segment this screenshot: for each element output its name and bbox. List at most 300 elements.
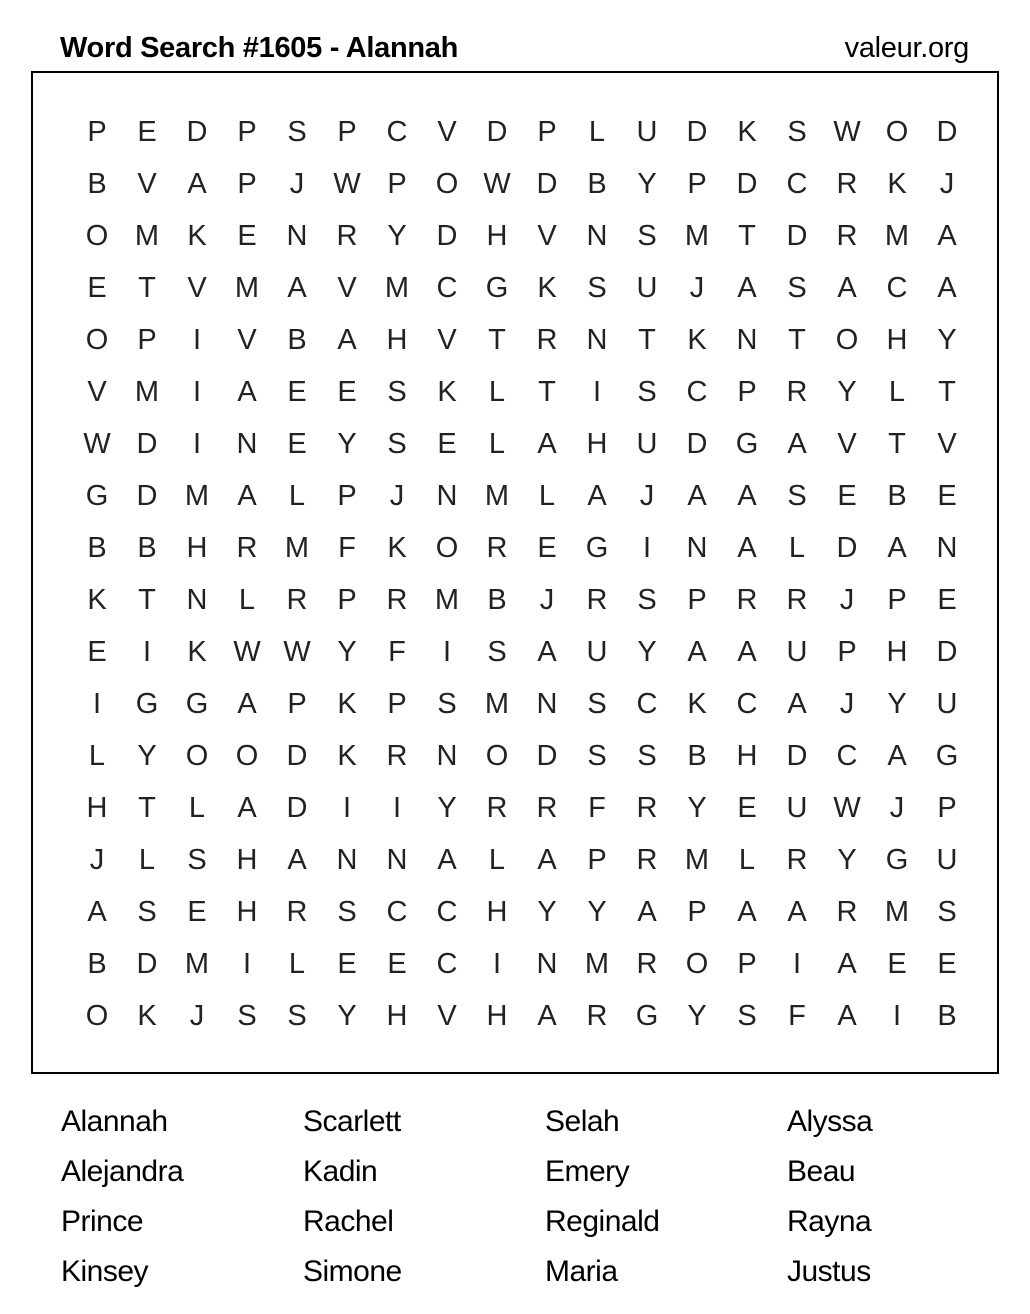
grid-letter[interactable]: D bbox=[186, 115, 208, 148]
grid-letter[interactable]: E bbox=[937, 947, 957, 980]
grid-letter[interactable]: C bbox=[686, 375, 708, 408]
grid-letter[interactable]: N bbox=[186, 583, 208, 616]
grid-letter[interactable]: J bbox=[889, 791, 905, 824]
grid-letter[interactable]: R bbox=[786, 843, 808, 876]
grid-letter[interactable]: K bbox=[687, 687, 707, 720]
grid-letter[interactable]: S bbox=[587, 687, 607, 720]
grid-letter[interactable]: S bbox=[937, 895, 957, 928]
grid-letter[interactable]: P bbox=[587, 843, 607, 876]
grid-letter[interactable]: J bbox=[939, 167, 955, 200]
grid-letter[interactable]: P bbox=[87, 115, 107, 148]
grid-letter[interactable]: N bbox=[936, 531, 958, 564]
grid-letter[interactable]: V bbox=[137, 167, 157, 200]
grid-letter[interactable]: I bbox=[192, 427, 202, 460]
grid-letter[interactable]: G bbox=[635, 999, 659, 1032]
grid-letter[interactable]: K bbox=[737, 115, 757, 148]
grid-letter[interactable]: C bbox=[436, 271, 458, 304]
grid-letter[interactable]: L bbox=[588, 115, 606, 148]
grid-letter[interactable]: G bbox=[135, 687, 159, 720]
grid-letter[interactable]: R bbox=[286, 895, 308, 928]
grid-letter[interactable]: A bbox=[237, 375, 257, 408]
grid-letter[interactable]: M bbox=[284, 531, 310, 564]
grid-letter[interactable]: T bbox=[488, 323, 506, 356]
grid-letter[interactable]: O bbox=[85, 999, 109, 1032]
grid-letter[interactable]: V bbox=[237, 323, 257, 356]
grid-letter[interactable]: E bbox=[287, 375, 307, 408]
grid-letter[interactable]: O bbox=[85, 323, 109, 356]
grid-letter[interactable]: H bbox=[886, 635, 908, 668]
grid-letter[interactable]: O bbox=[485, 739, 509, 772]
grid-letter[interactable]: C bbox=[386, 115, 408, 148]
grid-letter[interactable]: C bbox=[636, 687, 658, 720]
grid-letter[interactable]: A bbox=[237, 479, 257, 512]
grid-letter[interactable]: R bbox=[386, 739, 408, 772]
grid-letter[interactable]: L bbox=[738, 843, 756, 876]
grid-letter[interactable]: M bbox=[484, 479, 510, 512]
grid-letter[interactable]: S bbox=[337, 895, 357, 928]
grid-letter[interactable]: I bbox=[242, 947, 252, 980]
grid-letter[interactable]: H bbox=[736, 739, 758, 772]
grid-letter[interactable]: M bbox=[134, 375, 160, 408]
grid-letter[interactable]: H bbox=[386, 999, 408, 1032]
grid-letter[interactable]: S bbox=[387, 427, 407, 460]
grid-letter[interactable]: V bbox=[537, 219, 557, 252]
grid-letter[interactable]: K bbox=[87, 583, 107, 616]
grid-letter[interactable]: K bbox=[137, 999, 157, 1032]
grid-letter[interactable]: W bbox=[83, 427, 111, 460]
grid-letter[interactable]: J bbox=[689, 271, 705, 304]
grid-letter[interactable]: D bbox=[486, 115, 508, 148]
grid-letter[interactable]: A bbox=[587, 479, 607, 512]
grid-letter[interactable]: O bbox=[685, 947, 709, 980]
grid-letter[interactable]: R bbox=[736, 583, 758, 616]
grid-letter[interactable]: C bbox=[836, 739, 858, 772]
grid-letter[interactable]: H bbox=[386, 323, 408, 356]
grid-letter[interactable]: R bbox=[336, 219, 358, 252]
grid-letter[interactable]: A bbox=[837, 271, 857, 304]
grid-letter[interactable]: F bbox=[338, 531, 356, 564]
grid-letter[interactable]: V bbox=[937, 427, 957, 460]
grid-letter[interactable]: O bbox=[185, 739, 209, 772]
grid-letter[interactable]: N bbox=[386, 843, 408, 876]
grid-letter[interactable]: M bbox=[134, 219, 160, 252]
grid-letter[interactable]: D bbox=[686, 427, 708, 460]
grid-letter[interactable]: R bbox=[636, 843, 658, 876]
grid-letter[interactable]: E bbox=[337, 375, 357, 408]
grid-letter[interactable]: C bbox=[786, 167, 808, 200]
grid-letter[interactable]: P bbox=[337, 479, 357, 512]
grid-letter[interactable]: N bbox=[736, 323, 758, 356]
grid-letter[interactable]: S bbox=[637, 219, 657, 252]
grid-letter[interactable]: S bbox=[437, 687, 457, 720]
grid-letter[interactable]: P bbox=[537, 115, 557, 148]
grid-letter[interactable]: A bbox=[187, 167, 207, 200]
grid-letter[interactable]: W bbox=[283, 635, 311, 668]
grid-letter[interactable]: R bbox=[586, 999, 608, 1032]
grid-letter[interactable]: K bbox=[337, 739, 357, 772]
grid-letter[interactable]: K bbox=[687, 323, 707, 356]
grid-letter[interactable]: U bbox=[786, 791, 808, 824]
grid-letter[interactable]: M bbox=[884, 219, 910, 252]
grid-letter[interactable]: R bbox=[786, 375, 808, 408]
grid-letter[interactable]: S bbox=[587, 271, 607, 304]
grid-letter[interactable]: D bbox=[136, 427, 158, 460]
grid-letter[interactable]: L bbox=[488, 843, 506, 876]
grid-letter[interactable]: R bbox=[636, 947, 658, 980]
grid-letter[interactable]: R bbox=[836, 167, 858, 200]
grid-letter[interactable]: E bbox=[437, 427, 457, 460]
grid-letter[interactable]: S bbox=[287, 115, 307, 148]
grid-letter[interactable]: E bbox=[187, 895, 207, 928]
grid-letter[interactable]: N bbox=[536, 947, 558, 980]
grid-letter[interactable]: L bbox=[188, 791, 206, 824]
grid-letter[interactable]: A bbox=[287, 271, 307, 304]
grid-letter[interactable]: T bbox=[738, 219, 756, 252]
grid-letter[interactable]: N bbox=[436, 479, 458, 512]
grid-letter[interactable]: L bbox=[238, 583, 256, 616]
grid-letter[interactable]: W bbox=[333, 167, 361, 200]
grid-letter[interactable]: K bbox=[337, 687, 357, 720]
grid-letter[interactable]: K bbox=[187, 635, 207, 668]
grid-letter[interactable]: N bbox=[236, 427, 258, 460]
grid-letter[interactable]: A bbox=[537, 635, 557, 668]
grid-letter[interactable]: U bbox=[636, 271, 658, 304]
grid-letter[interactable]: T bbox=[138, 791, 156, 824]
grid-letter[interactable]: M bbox=[184, 947, 210, 980]
grid-letter[interactable]: R bbox=[536, 323, 558, 356]
grid-letter[interactable]: P bbox=[337, 115, 357, 148]
grid-letter[interactable]: N bbox=[586, 323, 608, 356]
grid-letter[interactable]: P bbox=[687, 583, 707, 616]
grid-letter[interactable]: T bbox=[938, 375, 956, 408]
grid-letter[interactable]: L bbox=[288, 479, 306, 512]
grid-letter[interactable]: E bbox=[87, 271, 107, 304]
grid-letter[interactable]: N bbox=[436, 739, 458, 772]
grid-letter[interactable]: R bbox=[586, 583, 608, 616]
grid-letter[interactable]: K bbox=[387, 531, 407, 564]
grid-letter[interactable]: U bbox=[936, 687, 958, 720]
grid-letter[interactable]: I bbox=[792, 947, 802, 980]
grid-letter[interactable]: K bbox=[187, 219, 207, 252]
grid-letter[interactable]: A bbox=[337, 323, 357, 356]
grid-letter[interactable]: T bbox=[788, 323, 806, 356]
grid-letter[interactable]: S bbox=[237, 999, 257, 1032]
grid-letter[interactable]: F bbox=[388, 635, 406, 668]
grid-letter[interactable]: D bbox=[536, 167, 558, 200]
grid-letter[interactable]: R bbox=[786, 583, 808, 616]
grid-letter[interactable]: R bbox=[836, 895, 858, 928]
grid-letter[interactable]: N bbox=[286, 219, 308, 252]
grid-letter[interactable]: A bbox=[237, 687, 257, 720]
grid-letter[interactable]: I bbox=[592, 375, 602, 408]
grid-letter[interactable]: Y bbox=[337, 427, 357, 460]
grid-letter[interactable]: P bbox=[337, 583, 357, 616]
grid-letter[interactable]: A bbox=[787, 427, 807, 460]
grid-letter[interactable]: P bbox=[387, 167, 407, 200]
grid-letter[interactable]: C bbox=[436, 947, 458, 980]
grid-letter[interactable]: M bbox=[184, 479, 210, 512]
grid-letter[interactable]: J bbox=[839, 583, 855, 616]
grid-letter[interactable]: D bbox=[136, 947, 158, 980]
grid-letter[interactable]: J bbox=[289, 167, 305, 200]
grid-letter[interactable]: Y bbox=[687, 999, 707, 1032]
grid-letter[interactable]: E bbox=[337, 947, 357, 980]
grid-letter[interactable]: E bbox=[287, 427, 307, 460]
grid-letter[interactable]: M bbox=[584, 947, 610, 980]
grid-letter[interactable]: J bbox=[389, 479, 405, 512]
grid-letter[interactable]: A bbox=[687, 479, 707, 512]
grid-letter[interactable]: A bbox=[737, 635, 757, 668]
grid-letter[interactable]: O bbox=[885, 115, 909, 148]
grid-letter[interactable]: I bbox=[142, 635, 152, 668]
grid-letter[interactable]: L bbox=[288, 947, 306, 980]
grid-letter[interactable]: E bbox=[887, 947, 907, 980]
grid-letter[interactable]: V bbox=[437, 323, 457, 356]
grid-letter[interactable]: A bbox=[887, 531, 907, 564]
grid-letter[interactable]: P bbox=[237, 167, 257, 200]
grid-letter[interactable]: P bbox=[737, 947, 757, 980]
grid-letter[interactable]: A bbox=[737, 271, 757, 304]
grid-letter[interactable]: B bbox=[87, 531, 107, 564]
grid-letter[interactable]: W bbox=[483, 167, 511, 200]
grid-letter[interactable]: S bbox=[137, 895, 157, 928]
grid-letter[interactable]: P bbox=[837, 635, 857, 668]
grid-letter[interactable]: A bbox=[737, 895, 757, 928]
grid-letter[interactable]: I bbox=[892, 999, 902, 1032]
grid-letter[interactable]: O bbox=[435, 531, 459, 564]
grid-letter[interactable]: Y bbox=[637, 167, 657, 200]
grid-letter[interactable]: Y bbox=[537, 895, 557, 928]
grid-letter[interactable]: H bbox=[586, 427, 608, 460]
grid-letter[interactable]: Y bbox=[137, 739, 157, 772]
grid-letter[interactable]: T bbox=[538, 375, 556, 408]
grid-letter[interactable]: P bbox=[237, 115, 257, 148]
grid-letter[interactable]: H bbox=[236, 843, 258, 876]
grid-letter[interactable]: T bbox=[138, 271, 156, 304]
grid-letter[interactable]: I bbox=[642, 531, 652, 564]
grid-letter[interactable]: B bbox=[687, 739, 707, 772]
grid-letter[interactable]: E bbox=[837, 479, 857, 512]
grid-letter[interactable]: G bbox=[585, 531, 609, 564]
grid-letter[interactable]: J bbox=[89, 843, 105, 876]
grid-letter[interactable]: A bbox=[437, 843, 457, 876]
grid-letter[interactable]: V bbox=[837, 427, 857, 460]
grid-letter[interactable]: V bbox=[87, 375, 107, 408]
grid-letter[interactable]: L bbox=[888, 375, 906, 408]
grid-letter[interactable]: S bbox=[787, 271, 807, 304]
grid-letter[interactable]: E bbox=[537, 531, 557, 564]
grid-letter[interactable]: M bbox=[434, 583, 460, 616]
grid-letter[interactable]: H bbox=[236, 895, 258, 928]
grid-letter[interactable]: G bbox=[935, 739, 959, 772]
grid-letter[interactable]: K bbox=[537, 271, 557, 304]
grid-letter[interactable]: Y bbox=[337, 635, 357, 668]
grid-letter[interactable]: T bbox=[638, 323, 656, 356]
grid-letter[interactable]: Y bbox=[637, 635, 657, 668]
grid-letter[interactable]: Y bbox=[837, 375, 857, 408]
grid-letter[interactable]: M bbox=[884, 895, 910, 928]
grid-letter[interactable]: Y bbox=[387, 219, 407, 252]
grid-letter[interactable]: L bbox=[138, 843, 156, 876]
grid-letter[interactable]: N bbox=[536, 687, 558, 720]
grid-letter[interactable]: J bbox=[639, 479, 655, 512]
grid-letter[interactable]: U bbox=[936, 843, 958, 876]
grid-letter[interactable]: B bbox=[87, 947, 107, 980]
grid-letter[interactable]: G bbox=[85, 479, 109, 512]
grid-letter[interactable]: H bbox=[186, 531, 208, 564]
grid-letter[interactable]: D bbox=[836, 531, 858, 564]
grid-letter[interactable]: D bbox=[936, 115, 958, 148]
grid-letter[interactable]: A bbox=[787, 687, 807, 720]
grid-letter[interactable]: D bbox=[736, 167, 758, 200]
grid-letter[interactable]: V bbox=[187, 271, 207, 304]
grid-letter[interactable]: G bbox=[185, 687, 209, 720]
grid-letter[interactable]: G bbox=[885, 843, 909, 876]
grid-letter[interactable]: L bbox=[488, 375, 506, 408]
grid-letter[interactable]: L bbox=[488, 427, 506, 460]
grid-letter[interactable]: T bbox=[138, 583, 156, 616]
grid-letter[interactable]: D bbox=[136, 479, 158, 512]
grid-letter[interactable]: M bbox=[684, 219, 710, 252]
grid-letter[interactable]: I bbox=[392, 791, 402, 824]
grid-letter[interactable]: B bbox=[87, 167, 107, 200]
grid-letter[interactable]: E bbox=[387, 947, 407, 980]
grid-letter[interactable]: O bbox=[235, 739, 259, 772]
grid-letter[interactable]: R bbox=[386, 583, 408, 616]
grid-letter[interactable]: F bbox=[588, 791, 606, 824]
grid-letter[interactable]: L bbox=[788, 531, 806, 564]
grid-letter[interactable]: U bbox=[636, 427, 658, 460]
grid-letter[interactable]: G bbox=[485, 271, 509, 304]
grid-letter[interactable]: M bbox=[234, 271, 260, 304]
grid-letter[interactable]: B bbox=[587, 167, 607, 200]
grid-letter[interactable]: V bbox=[337, 271, 357, 304]
grid-letter[interactable]: I bbox=[492, 947, 502, 980]
grid-letter[interactable]: A bbox=[937, 271, 957, 304]
grid-letter[interactable]: E bbox=[137, 115, 157, 148]
grid-letter[interactable]: D bbox=[786, 219, 808, 252]
grid-letter[interactable]: M bbox=[384, 271, 410, 304]
grid-letter[interactable]: V bbox=[437, 115, 457, 148]
grid-letter[interactable]: U bbox=[636, 115, 658, 148]
grid-letter[interactable]: P bbox=[687, 895, 707, 928]
grid-letter[interactable]: R bbox=[286, 583, 308, 616]
grid-letter[interactable]: R bbox=[536, 791, 558, 824]
grid-letter[interactable]: E bbox=[937, 479, 957, 512]
grid-letter[interactable]: N bbox=[686, 531, 708, 564]
grid-letter[interactable]: O bbox=[435, 167, 459, 200]
grid-letter[interactable]: O bbox=[835, 323, 859, 356]
grid-letter[interactable]: C bbox=[886, 271, 908, 304]
grid-letter[interactable]: S bbox=[637, 375, 657, 408]
grid-letter[interactable]: P bbox=[687, 167, 707, 200]
grid-letter[interactable]: S bbox=[787, 479, 807, 512]
grid-letter[interactable]: S bbox=[637, 583, 657, 616]
grid-letter[interactable]: M bbox=[684, 843, 710, 876]
grid-letter[interactable]: S bbox=[787, 115, 807, 148]
grid-letter[interactable]: L bbox=[538, 479, 556, 512]
grid-letter[interactable]: C bbox=[436, 895, 458, 928]
grid-letter[interactable]: J bbox=[189, 999, 205, 1032]
grid-letter[interactable]: A bbox=[287, 843, 307, 876]
grid-letter[interactable]: W bbox=[833, 791, 861, 824]
grid-letter[interactable]: I bbox=[92, 687, 102, 720]
grid-letter[interactable]: D bbox=[286, 791, 308, 824]
grid-letter[interactable]: K bbox=[437, 375, 457, 408]
grid-letter[interactable]: H bbox=[886, 323, 908, 356]
grid-letter[interactable]: N bbox=[336, 843, 358, 876]
grid-letter[interactable]: A bbox=[537, 427, 557, 460]
grid-letter[interactable]: J bbox=[839, 687, 855, 720]
grid-letter[interactable]: I bbox=[342, 791, 352, 824]
grid-letter[interactable]: D bbox=[936, 635, 958, 668]
grid-letter[interactable]: A bbox=[937, 219, 957, 252]
grid-letter[interactable]: C bbox=[736, 687, 758, 720]
grid-letter[interactable]: S bbox=[187, 843, 207, 876]
grid-letter[interactable]: P bbox=[937, 791, 957, 824]
grid-letter[interactable]: B bbox=[137, 531, 157, 564]
grid-letter[interactable]: A bbox=[787, 895, 807, 928]
grid-letter[interactable]: R bbox=[836, 219, 858, 252]
grid-letter[interactable]: P bbox=[137, 323, 157, 356]
grid-letter[interactable]: T bbox=[888, 427, 906, 460]
grid-letter[interactable]: E bbox=[737, 791, 757, 824]
grid-letter[interactable]: B bbox=[937, 999, 957, 1032]
grid-letter[interactable]: Y bbox=[337, 999, 357, 1032]
grid-letter[interactable]: H bbox=[86, 791, 108, 824]
grid-letter[interactable]: Y bbox=[437, 791, 457, 824]
grid-letter[interactable]: A bbox=[837, 947, 857, 980]
grid-letter[interactable]: M bbox=[484, 687, 510, 720]
grid-letter[interactable]: E bbox=[937, 583, 957, 616]
grid-letter[interactable]: H bbox=[486, 999, 508, 1032]
grid-letter[interactable]: E bbox=[87, 635, 107, 668]
grid-letter[interactable]: A bbox=[537, 843, 557, 876]
grid-letter[interactable]: A bbox=[687, 635, 707, 668]
grid-letter[interactable]: D bbox=[786, 739, 808, 772]
grid-letter[interactable]: Y bbox=[687, 791, 707, 824]
grid-letter[interactable]: R bbox=[486, 531, 508, 564]
grid-letter[interactable]: P bbox=[737, 375, 757, 408]
grid-letter[interactable]: L bbox=[88, 739, 106, 772]
grid-letter[interactable]: F bbox=[788, 999, 806, 1032]
grid-letter[interactable]: P bbox=[287, 687, 307, 720]
grid-letter[interactable]: Y bbox=[837, 843, 857, 876]
grid-letter[interactable]: A bbox=[737, 479, 757, 512]
grid-letter[interactable]: A bbox=[887, 739, 907, 772]
grid-letter[interactable]: K bbox=[887, 167, 907, 200]
grid-letter[interactable]: A bbox=[737, 531, 757, 564]
grid-letter[interactable]: A bbox=[537, 999, 557, 1032]
grid-letter[interactable]: W bbox=[233, 635, 261, 668]
grid-letter[interactable]: D bbox=[436, 219, 458, 252]
grid-letter[interactable]: D bbox=[686, 115, 708, 148]
grid-letter[interactable]: W bbox=[833, 115, 861, 148]
grid-letter[interactable]: A bbox=[237, 791, 257, 824]
grid-letter[interactable]: C bbox=[386, 895, 408, 928]
grid-letter[interactable]: Y bbox=[937, 323, 957, 356]
grid-letter[interactable]: H bbox=[486, 219, 508, 252]
grid-letter[interactable]: U bbox=[786, 635, 808, 668]
grid-letter[interactable]: D bbox=[536, 739, 558, 772]
grid-letter[interactable]: S bbox=[487, 635, 507, 668]
grid-letter[interactable]: I bbox=[192, 375, 202, 408]
grid-letter[interactable]: I bbox=[442, 635, 452, 668]
grid-letter[interactable]: O bbox=[85, 219, 109, 252]
grid-letter[interactable]: P bbox=[387, 687, 407, 720]
grid-letter[interactable]: U bbox=[586, 635, 608, 668]
grid-letter[interactable]: S bbox=[737, 999, 757, 1032]
